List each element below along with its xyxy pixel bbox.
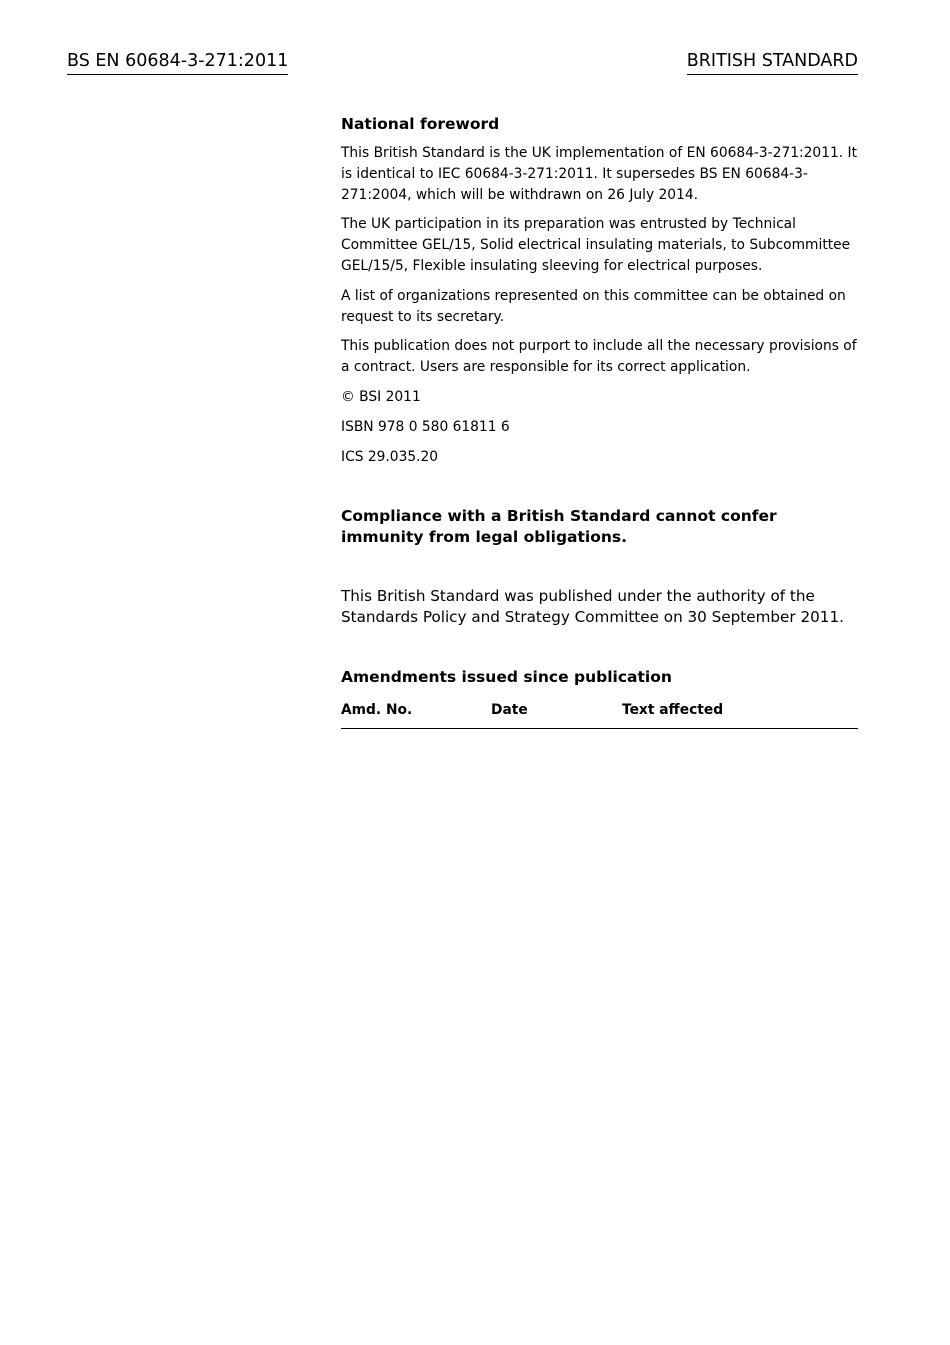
compliance-statement: Compliance with a British Standard cannot confer immunity from legal obligations. — [341, 507, 777, 547]
foreword-paragraph: This publication does not purport to include all the necessary provisions of a contract. Users are responsible for its correct application. — [341, 338, 857, 376]
foreword-paragraph: The UK participation in its preparation was entrusted by Technical Committee GEL/15, Solid electrical insulating materials, to Subcommittee GEL/15/5, Flexible insulating sleeving for electrical purposes. — [341, 216, 851, 274]
header-standard-number: BS EN 60684-3-271:2011 — [67, 50, 288, 75]
header-british-standard: BRITISH STANDARD — [687, 50, 858, 75]
isbn-line: ISBN 978 0 580 61811 6 — [341, 418, 510, 435]
column-header-text-affected: Text affected — [622, 702, 724, 719]
amendments-table-header — [341, 701, 858, 729]
column-header-date: Date — [491, 702, 528, 719]
national-foreword-title: National foreword — [341, 115, 500, 133]
foreword-paragraph: A list of organizations represented on this committee can be obtained on request to its secretary. — [341, 287, 846, 325]
authority-statement: This British Standard was published under the authority of the Standards Policy and Strategy Committee on 30 September 2011. — [341, 587, 844, 627]
amendments-title: Amendments issued since publication — [341, 668, 672, 687]
column-header-amd-no: Amd. No. — [341, 702, 413, 719]
foreword-paragraph: This British Standard is the UK implementation of EN 60684-3-271:2011. It is identical to IEC 60684-3-271:2011. It supersedes BS EN 60684-3-271:2004, which will be withdrawn on 26 July 2014. — [341, 145, 858, 203]
ics-line: ICS 29.035.20 — [341, 448, 439, 465]
copyright-line: © BSI 2011 — [341, 388, 421, 405]
main-content — [341, 113, 858, 729]
